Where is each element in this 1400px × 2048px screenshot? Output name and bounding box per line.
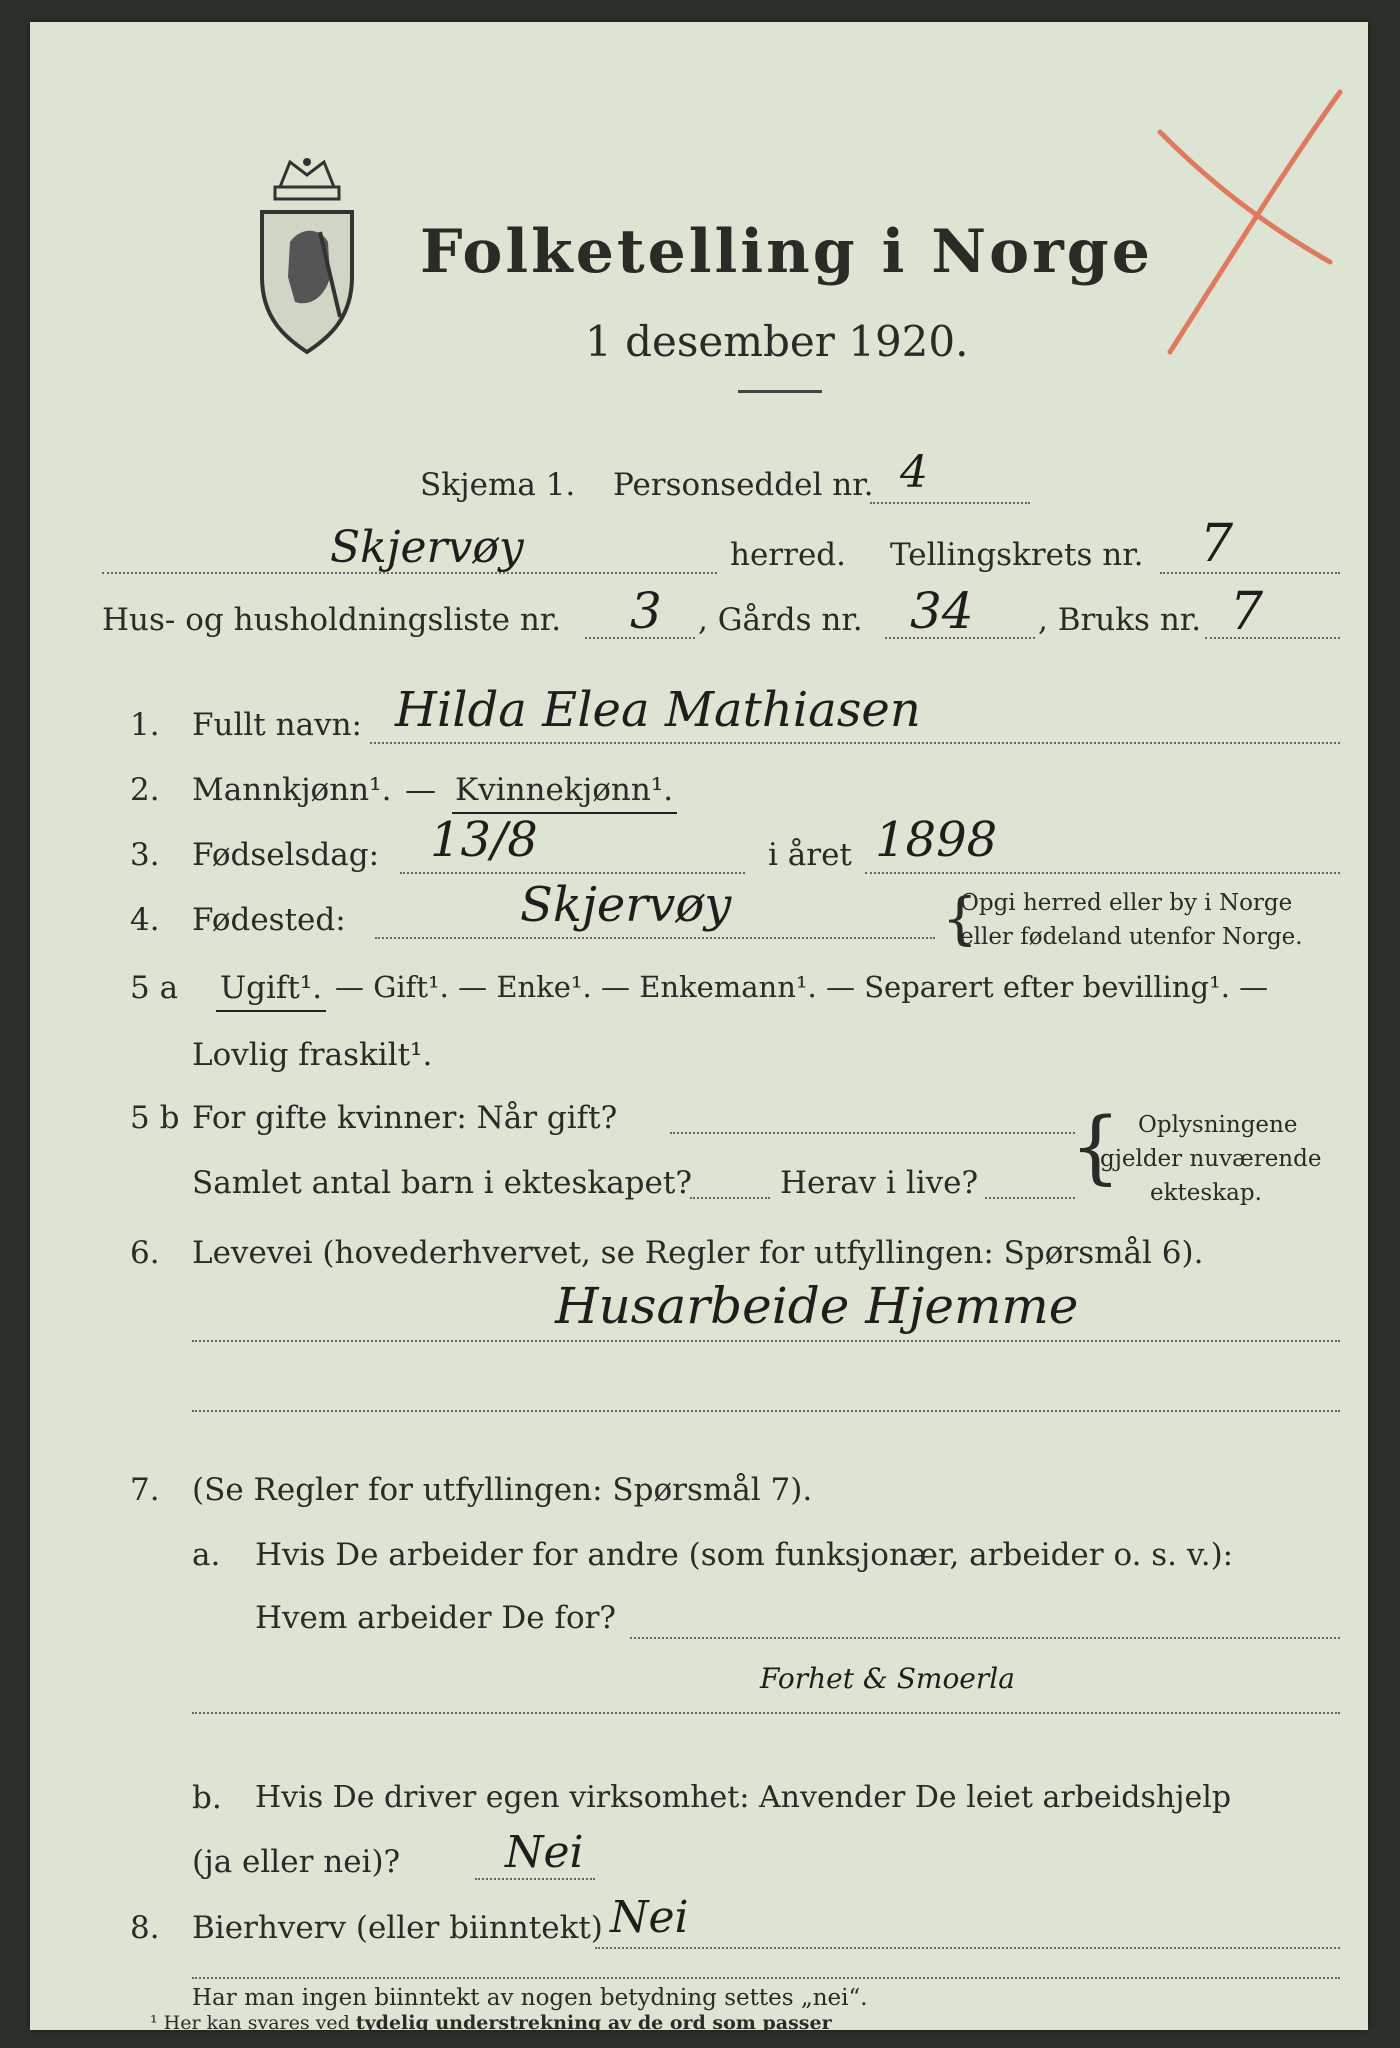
- q5a-number: 5 a: [130, 970, 179, 1006]
- q5a-line2: Lovlig fraskilt¹.: [192, 1037, 433, 1073]
- q5b-note-brace: {: [1070, 1100, 1121, 1193]
- personseddel-value: 4: [900, 447, 928, 498]
- tellingskrets-line: [1160, 572, 1340, 574]
- q4-line: [375, 937, 935, 939]
- q7b-label-2: (ja eller nei)?: [192, 1844, 401, 1880]
- footnote-bold: tydelig understrekning av de ord som passer: [355, 2012, 832, 2034]
- q7-label: (Se Regler for utfyllingen: Spørsmål 7).: [192, 1472, 813, 1508]
- q6-line-2: [192, 1410, 1340, 1412]
- q3-year-line: [865, 872, 1340, 874]
- q5b-note-3: ekteskap.: [1150, 1180, 1262, 1206]
- q2-kvinne: Kvinnekjønn¹.: [455, 772, 674, 808]
- form-title: Folketelling i Norge: [420, 217, 1153, 287]
- tellingskrets-value: 7: [1200, 514, 1234, 574]
- q4-note-1: Opgi herred eller by i Norge: [960, 890, 1293, 916]
- q5b-label-2: Samlet antal barn i ekteskapet?: [192, 1165, 692, 1201]
- q8-number: 8.: [130, 1910, 160, 1946]
- q5b-note-1: Oplysningene: [1138, 1112, 1298, 1138]
- hus-label: Hus- og husholdningsliste nr.: [102, 602, 562, 638]
- bruks-value: 7: [1230, 582, 1264, 642]
- q4-label: Fødested:: [192, 902, 346, 938]
- red-x-mark: [1130, 72, 1350, 372]
- gards-label: , Gårds nr.: [698, 602, 863, 638]
- herred-line: [102, 572, 717, 574]
- q6-value: Husarbeide Hjemme: [555, 1277, 1079, 1335]
- footer-rule: [192, 1977, 1340, 1979]
- q1-number: 1.: [130, 707, 160, 743]
- q4-note-brace: {: [942, 887, 978, 952]
- q1-label: Fullt navn:: [192, 707, 362, 743]
- q8-label: Bierhverv (eller biinntekt): [192, 1910, 603, 1946]
- q5b-label-3: Herav i live?: [780, 1165, 979, 1201]
- hus-value: 3: [630, 582, 662, 640]
- q6-label: Levevei (hovederhvervet, se Regler for utfyllingen: Spørsmål 6).: [192, 1235, 1204, 1271]
- q5a-ugift-underline: [216, 1010, 326, 1012]
- q2-separator: —: [405, 772, 436, 808]
- q3-number: 3.: [130, 837, 160, 873]
- herred-value: Skjervøy: [330, 522, 524, 573]
- q7b-number: b.: [192, 1780, 222, 1816]
- q7a-value: Forhet & Smoerla: [760, 1662, 1015, 1695]
- q1-line: [370, 742, 1340, 744]
- q7a-label-1: Hvis De arbeider for andre (som funksjonær, arbeider o. s. v.):: [255, 1537, 1234, 1573]
- footnote-prefix: Her kan svares ved: [163, 2012, 350, 2034]
- q5a-ugift: Ugift¹.: [220, 970, 323, 1006]
- q5b-line-2: [690, 1197, 770, 1199]
- gards-value: 34: [910, 582, 974, 640]
- tellingskrets-label: Tellingskrets nr.: [890, 537, 1144, 573]
- q5a-options: — Gift¹. — Enke¹. — Enkemann¹. — Separert efter bevilling¹. —: [335, 970, 1269, 1004]
- q3-value: 13/8: [430, 812, 538, 868]
- q7b-label-1: Hvis De driver egen virksomhet: Anvender De leiet arbeidshjelp: [255, 1780, 1232, 1815]
- q7-number: 7.: [130, 1472, 160, 1508]
- personseddel-label: Personseddel nr.: [613, 467, 874, 503]
- q4-note-2: eller fødeland utenfor Norge.: [960, 924, 1303, 950]
- q7a-label-2: Hvem arbeider De for?: [255, 1600, 617, 1636]
- q8-value: Nei: [610, 1892, 689, 1943]
- q5b-number: 5 b: [130, 1100, 180, 1136]
- title-divider: [738, 390, 822, 393]
- bruks-label: , Bruks nr.: [1038, 602, 1202, 638]
- hus-line: [585, 637, 695, 639]
- coat-of-arms-icon: [250, 157, 365, 357]
- q3-year-label: i året: [768, 837, 852, 873]
- footer-note: Har man ingen biinntekt av nogen betydning settes „nei“.: [192, 1985, 868, 2011]
- q7a-line-2: [192, 1712, 1340, 1714]
- q3-line: [400, 872, 745, 874]
- q2-mann: Mannkjønn¹.: [192, 772, 392, 808]
- form-date: 1 desember 1920.: [585, 317, 969, 366]
- q5b-line-3: [985, 1197, 1075, 1199]
- q8-line-1: [595, 1947, 1340, 1949]
- bruks-line: [1205, 637, 1340, 639]
- q7b-value: Nei: [505, 1827, 584, 1878]
- footnote: [150, 2012, 832, 2034]
- q7a-number: a.: [192, 1537, 221, 1573]
- q1-value: Hilda Elea Mathiasen: [395, 682, 921, 738]
- q5b-line-1: [670, 1132, 1075, 1134]
- herred-label: herred.: [730, 537, 846, 573]
- q2-number: 2.: [130, 772, 160, 808]
- q3-year-value: 1898: [875, 812, 998, 868]
- q3-label: Fødselsdag:: [192, 837, 380, 873]
- q7b-line: [475, 1878, 595, 1880]
- skjema-label: Skjema 1.: [420, 467, 576, 503]
- q4-value: Skjervøy: [520, 877, 732, 933]
- personseddel-line: [870, 502, 1030, 504]
- q7a-line-1: [630, 1637, 1340, 1639]
- census-form: [30, 22, 1368, 2030]
- q5b-note-2: gjelder nuværende: [1100, 1146, 1322, 1172]
- q6-line-1: [192, 1340, 1340, 1342]
- gards-line: [885, 637, 1035, 639]
- q4-number: 4.: [130, 902, 160, 938]
- footnote-number: ¹: [150, 2012, 158, 2034]
- q6-number: 6.: [130, 1235, 160, 1271]
- q5b-label-1: For gifte kvinner: Når gift?: [192, 1100, 618, 1136]
